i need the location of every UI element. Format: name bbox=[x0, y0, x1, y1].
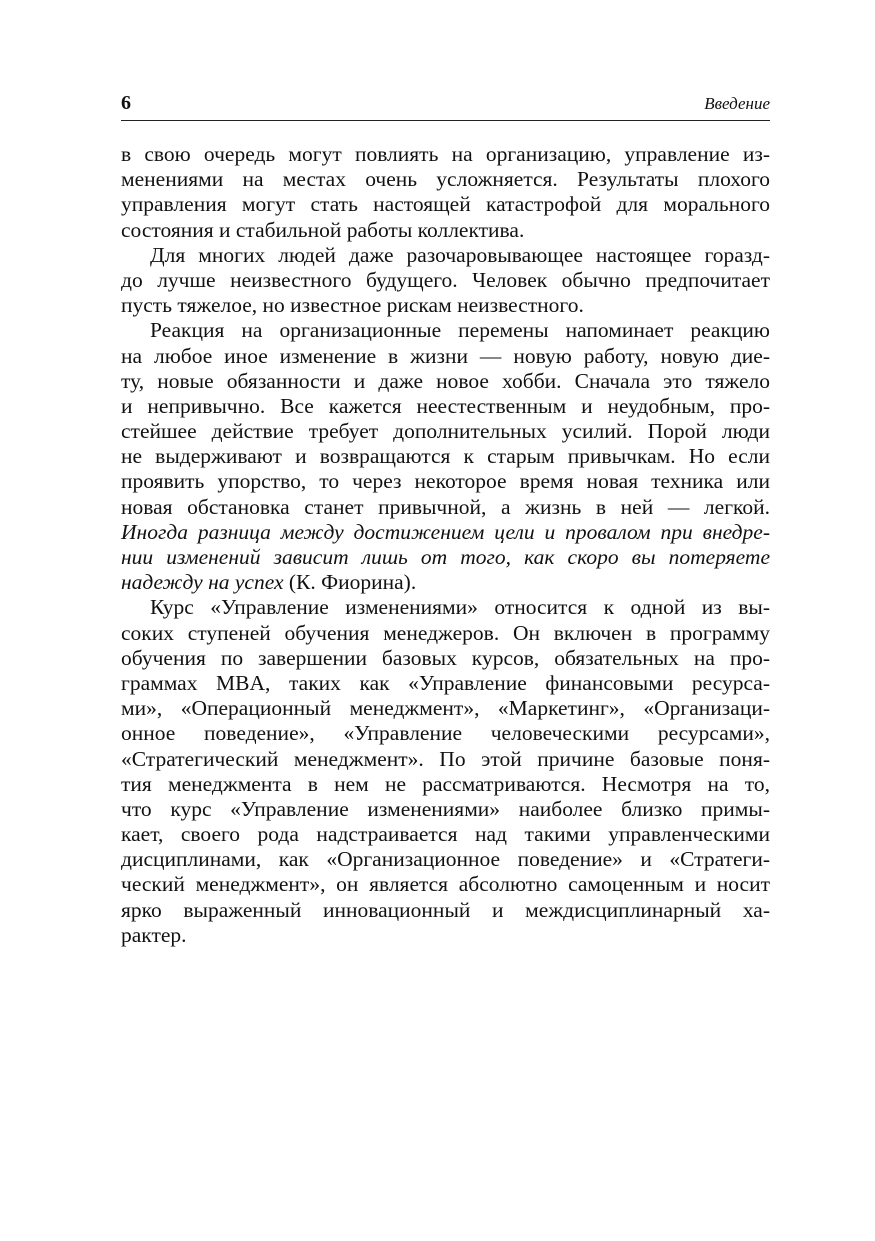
text-line: онное поведение», «Управление человеческими ресурсами», bbox=[121, 721, 770, 746]
text-line: управления могут стать настоящей катастрофой для морального bbox=[121, 192, 770, 217]
text-line: ми», «Операционный менеджмент», «Маркетинг», «Организаци- bbox=[121, 696, 770, 721]
text-line: соких ступеней обучения менеджеров. Он включен в программу bbox=[121, 620, 770, 645]
text-line: обучения по завершении базовых курсов, обязательных на про- bbox=[121, 645, 770, 670]
text-line: дисциплинами, как «Организационное поведение» и «Стратеги- bbox=[121, 847, 770, 872]
quote-final-line bbox=[121, 570, 770, 595]
text-line: менениями на местах очень усложняется. Результаты плохого bbox=[121, 167, 770, 192]
text-line: что курс «Управление изменениями» наиболее близко примы- bbox=[121, 796, 770, 821]
paragraph-2 bbox=[121, 243, 770, 319]
body-text bbox=[121, 142, 770, 948]
text-line: Реакция на организационные перемены напоминает реакцию bbox=[150, 318, 770, 343]
text-line: граммах MBA, таких как «Управление финансовыми ресурса- bbox=[121, 670, 770, 695]
text-line: стейшее действие требует дополнительных усилий. Порой люди bbox=[121, 419, 770, 444]
text-line: Курс «Управление изменениями» относится к одной из вы- bbox=[150, 595, 770, 620]
page-number: 6 bbox=[121, 92, 131, 114]
text-line: до лучше неизвестного будущего. Человек обычно предпочитает bbox=[121, 267, 770, 292]
text-line: на любое иное изменение в жизни — новую работу, новую дие- bbox=[121, 343, 770, 368]
text-line: ярко выраженный инновационный и междисциплинарный ха- bbox=[121, 897, 770, 922]
text-line: ту, новые обязанности и даже новое хобби. Сначала это тяжело bbox=[121, 368, 770, 393]
text-line: проявить упорство, то через некоторое время новая техника или bbox=[121, 469, 770, 494]
text-line: состояния и стабильной работы коллектива. bbox=[121, 217, 525, 242]
text-line: Для многих людей даже разочаровывающее настоящее горазд- bbox=[150, 242, 770, 267]
quote-text: надежду на успех bbox=[121, 570, 284, 595]
quote-line: Иногда разница между достижением цели и провалом при внедре- bbox=[121, 519, 770, 544]
text-line: и непривычно. Все кажется неестественным и неудобным, про- bbox=[121, 393, 770, 418]
text-line: кает, своего рода надстраивается над такими управленческими bbox=[121, 822, 770, 847]
quote-attribution: (К. Фиорина). bbox=[283, 570, 417, 595]
quote-line: нии изменений зависит лишь от того, как скоро вы потеряете bbox=[121, 545, 770, 569]
text-line: рактер. bbox=[121, 922, 187, 947]
text-line: «Стратегический менеджмент». По этой причине базовые поня- bbox=[121, 746, 770, 771]
paragraph-3 bbox=[121, 318, 770, 595]
page-header bbox=[121, 92, 770, 121]
text-line: пусть тяжелое, но известное рискам неизвестного. bbox=[121, 293, 584, 318]
running-head-title: Введение bbox=[704, 94, 770, 113]
paragraph-1 bbox=[121, 142, 770, 243]
text-line: в свою очередь могут повлиять на организацию, управление из- bbox=[121, 142, 770, 166]
text-line: не выдерживают и возвращаются к старым привычкам. Но если bbox=[121, 444, 770, 469]
text-line: ческий менеджмент», он является абсолютно самоценным и носит bbox=[121, 872, 770, 897]
text-line: новая обстановка станет привычной, а жизнь в ней — легкой. bbox=[121, 494, 770, 519]
text-line: тия менеджмента в нем не рассматриваются. Несмотря на то, bbox=[121, 771, 770, 796]
paragraph-4 bbox=[121, 595, 770, 948]
